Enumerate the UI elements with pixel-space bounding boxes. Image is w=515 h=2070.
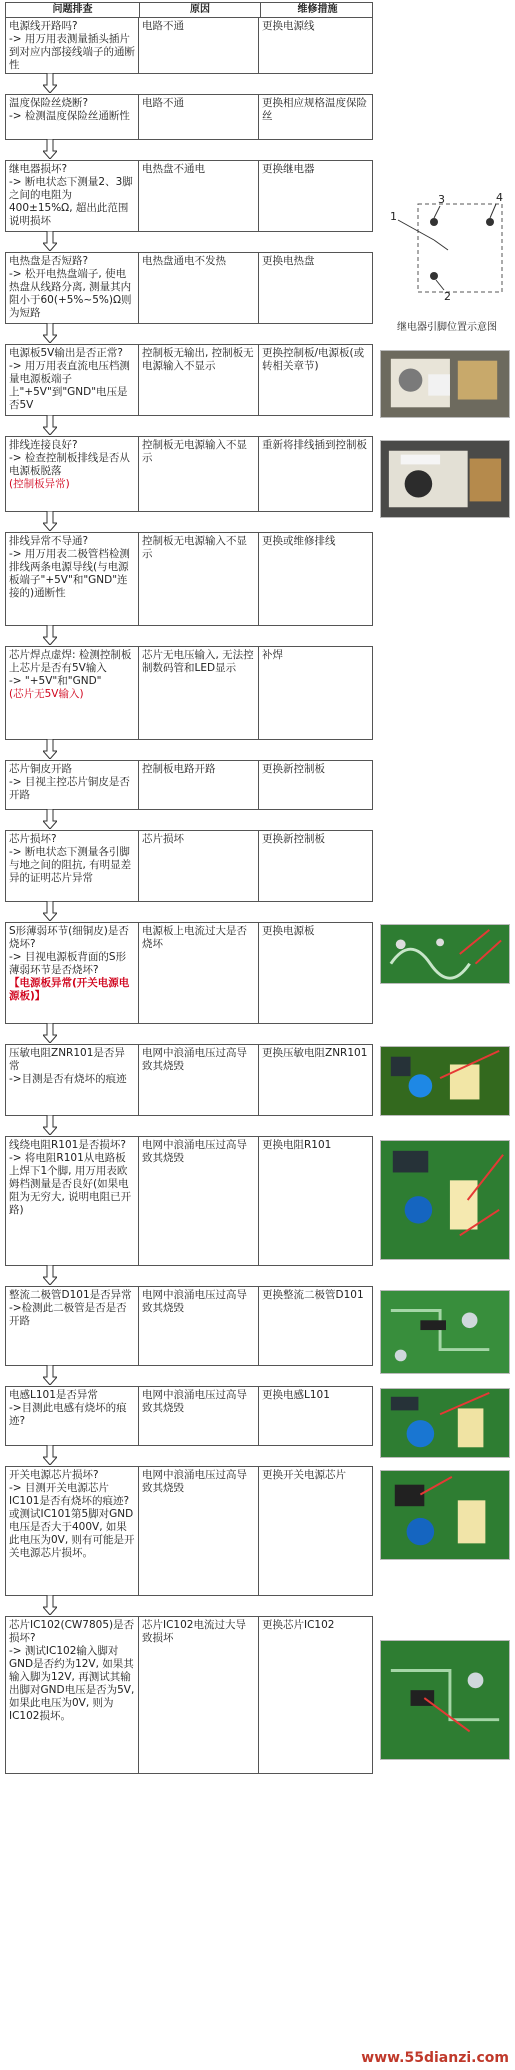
down-arrow-icon bbox=[43, 1115, 57, 1135]
table-row bbox=[5, 1044, 373, 1116]
down-arrow-icon bbox=[43, 809, 57, 829]
varistor-photo bbox=[380, 1046, 510, 1116]
table-row bbox=[5, 344, 373, 416]
fix-cell: 补焊 bbox=[262, 649, 283, 661]
question-text: 排线连接良好? -> 检查控制板排线是否从电源板脱落 bbox=[9, 439, 130, 477]
table-row bbox=[5, 94, 373, 140]
down-arrow-icon bbox=[43, 1445, 57, 1465]
question-note: (控制板异常) bbox=[9, 478, 70, 490]
table-row bbox=[5, 160, 373, 232]
regulator-chip-photo bbox=[380, 1640, 510, 1760]
fix-cell: 更换开关电源芯片 bbox=[262, 1469, 346, 1481]
cause-cell: 控制板无电源输入不显示 bbox=[139, 533, 259, 625]
pin-2-label: 2 bbox=[444, 290, 451, 303]
fix-cell: 更换继电器 bbox=[262, 163, 315, 175]
header-cause: 原因 bbox=[140, 3, 261, 17]
question-cell bbox=[6, 647, 139, 739]
question-cell: 芯片IC102(CW7805)是否损坏? -> 测试IC102输入脚对GND是否约为12V, 如果其输入脚为12V, 再测试其输出脚对GND电压是否为5V, 如果此电压为0V, 则为IC102损坏。 bbox=[6, 1617, 139, 1773]
fix-cell: 更换新控制板 bbox=[262, 833, 325, 845]
pin-4-label: 4 bbox=[496, 191, 503, 204]
cause-cell: 电路不通 bbox=[139, 95, 259, 139]
question-cell bbox=[6, 923, 139, 1023]
question-cell: 芯片铜皮开路 -> 目视主控芯片铜皮是否开路 bbox=[6, 761, 139, 809]
question-cell: 电源线开路吗? -> 用万用表测量插头插片到对应内部接线端子的通断性 bbox=[6, 18, 139, 73]
question-cell: 整流二极管D101是否异常 ->检测此二极管是否是否开路 bbox=[6, 1287, 139, 1365]
table-row bbox=[5, 760, 373, 810]
table-row bbox=[5, 1136, 373, 1266]
down-arrow-icon bbox=[43, 231, 57, 251]
site-watermark: www.55dianzi.com bbox=[361, 2050, 509, 2066]
cause-cell: 电网中浪涌电压过高导致其烧毁 bbox=[139, 1045, 259, 1115]
question-cell: 开关电源芯片损坏? -> 目测开关电源芯片IC101是否有烧坏的痕迹? 或测试IC101第5脚对GND电压是否大于400V, 如果此电压为0V, 则有可能是开关电源芯片损坏。 bbox=[6, 1467, 139, 1595]
question-cell: 继电器损坏? -> 断电状态下测量2、3脚之间的电阻为400±15%Ω, 超出此范围说明损坏 bbox=[6, 161, 139, 231]
rectifier-diode-photo bbox=[380, 1290, 510, 1374]
table-row bbox=[5, 17, 373, 74]
pin-3-label: 3 bbox=[438, 193, 445, 206]
cause-cell: 电网中浪涌电压过高导致其烧毁 bbox=[139, 1467, 259, 1595]
s-trace-photo bbox=[380, 924, 510, 984]
fix-cell: 更换压敏电阻ZNR101 bbox=[262, 1047, 368, 1059]
table-row bbox=[5, 1616, 373, 1774]
relay-diagram-caption: 继电器引脚位置示意图 bbox=[397, 322, 497, 333]
question-note: (芯片无5V输入) bbox=[9, 688, 84, 700]
table-row bbox=[5, 830, 373, 902]
cause-cell: 电网中浪涌电压过高导致其烧毁 bbox=[139, 1137, 259, 1265]
wirewound-resistor-photo bbox=[380, 1140, 510, 1260]
question-cell: 电源板5V输出是否正常? -> 用万用表直流电压档测量电源板端子上"+5V"到"GND"电压是否5V bbox=[6, 345, 139, 415]
cause-cell: 电热盘不通电 bbox=[139, 161, 259, 231]
table-row bbox=[5, 252, 373, 324]
table-row bbox=[5, 922, 373, 1024]
fix-cell: 更换电源板 bbox=[262, 925, 315, 937]
table-header bbox=[5, 2, 373, 18]
down-arrow-icon bbox=[43, 1023, 57, 1043]
cause-cell: 芯片IC102电流过大导致损坏 bbox=[139, 1617, 259, 1773]
cause-cell: 电网中浪涌电压过高导致其烧毁 bbox=[139, 1287, 259, 1365]
question-cell: 电感L101是否异常 ->目测此电感有烧坏的痕迹? bbox=[6, 1387, 139, 1445]
down-arrow-icon bbox=[43, 511, 57, 531]
question-text: 芯片焊点虚焊: 检测控制板上芯片是否有5V输入 -> "+5V"和"GND" bbox=[9, 649, 132, 687]
down-arrow-icon bbox=[43, 1265, 57, 1285]
fix-cell: 更换控制板/电源板(或转相关章节) bbox=[262, 347, 365, 372]
cause-cell: 电路不通 bbox=[139, 18, 259, 73]
pin-1-label: 1 bbox=[390, 210, 397, 223]
down-arrow-icon bbox=[43, 901, 57, 921]
cause-cell: 电热盘通电不发热 bbox=[139, 253, 259, 323]
down-arrow-icon bbox=[43, 739, 57, 759]
down-arrow-icon bbox=[43, 139, 57, 159]
fix-cell: 更换电感L101 bbox=[262, 1389, 330, 1401]
inductor-photo bbox=[380, 1388, 510, 1458]
fix-cell: 更换整流二极管D101 bbox=[262, 1289, 364, 1301]
cause-cell: 芯片损坏 bbox=[139, 831, 259, 901]
header-fix: 维修措施 bbox=[297, 4, 338, 15]
question-cell: 温度保险丝烧断? -> 检测温度保险丝通断性 bbox=[6, 95, 139, 139]
question-cell: 芯片损坏? -> 断电状态下测量各引脚与地之间的阻抗, 有明显差异的证明芯片异常 bbox=[6, 831, 139, 901]
switching-chip-photo bbox=[380, 1470, 510, 1560]
question-cell: 线绕电阻R101是否损坏? -> 将电阻R101从电路板上焊下1个脚, 用万用表欧姆档测量是否良好(如果电阻为无穷大, 说明电阻已开路) bbox=[6, 1137, 139, 1265]
table-row bbox=[5, 532, 373, 626]
table-row bbox=[5, 1386, 373, 1446]
question-text: S形薄弱环节(细铜皮)是否烧坏? -> 目视电源板背面的S形薄弱环节是否烧坏? bbox=[9, 925, 129, 976]
table-row bbox=[5, 1466, 373, 1596]
table-row bbox=[5, 646, 373, 740]
fix-cell: 重新将排线插到控制板 bbox=[262, 439, 367, 451]
question-cell: 压敏电阻ZNR101是否异常 ->目测是否有烧坏的痕迹 bbox=[6, 1045, 139, 1115]
question-cell: 电热盘是否短路? -> 松开电热盘端子, 使电热盘从线路分离, 测量其内阻小于60(+5%~5%)Ω则为短路 bbox=[6, 253, 139, 323]
cause-cell: 电源板上电流过大是否烧坏 bbox=[139, 923, 259, 1023]
down-arrow-icon bbox=[43, 73, 57, 93]
down-arrow-icon bbox=[43, 323, 57, 343]
header-question: 问题排查 bbox=[6, 3, 140, 17]
table-row bbox=[5, 436, 373, 512]
down-arrow-icon bbox=[43, 625, 57, 645]
question-cell: 排线异常不导通? -> 用万用表二极管档检测排线两条电源导线(与电源板端子"+5V"和"GND"连接的)通断性 bbox=[6, 533, 139, 625]
down-arrow-icon bbox=[43, 1365, 57, 1385]
question-cell bbox=[6, 437, 139, 511]
fix-cell: 更换芯片IC102 bbox=[262, 1619, 335, 1631]
control-board-photo bbox=[380, 440, 510, 518]
fix-cell: 更换电热盘 bbox=[262, 255, 315, 267]
cause-cell: 控制板无输出, 控制板无电源输入不显示 bbox=[139, 345, 259, 415]
cause-cell: 控制板无电源输入不显示 bbox=[139, 437, 259, 511]
fix-cell: 更换电源线 bbox=[262, 20, 315, 32]
down-arrow-icon bbox=[43, 1595, 57, 1615]
power-board-photo bbox=[380, 350, 510, 418]
cause-cell: 芯片无电压输入, 无法控制数码管和LED显示 bbox=[139, 647, 259, 739]
fix-cell: 更换新控制板 bbox=[262, 763, 325, 775]
down-arrow-icon bbox=[43, 415, 57, 435]
cause-cell: 电网中浪涌电压过高导致其烧毁 bbox=[139, 1387, 259, 1445]
question-note: 【电源板异常(开关电源电源板)】 bbox=[9, 977, 130, 1002]
fix-cell: 更换或维修排线 bbox=[262, 535, 336, 547]
fix-cell: 更换电阻R101 bbox=[262, 1139, 332, 1151]
cause-cell: 控制板电路开路 bbox=[139, 761, 259, 809]
fix-cell: 更换相应规格温度保险丝 bbox=[262, 97, 367, 122]
table-row bbox=[5, 1286, 373, 1366]
